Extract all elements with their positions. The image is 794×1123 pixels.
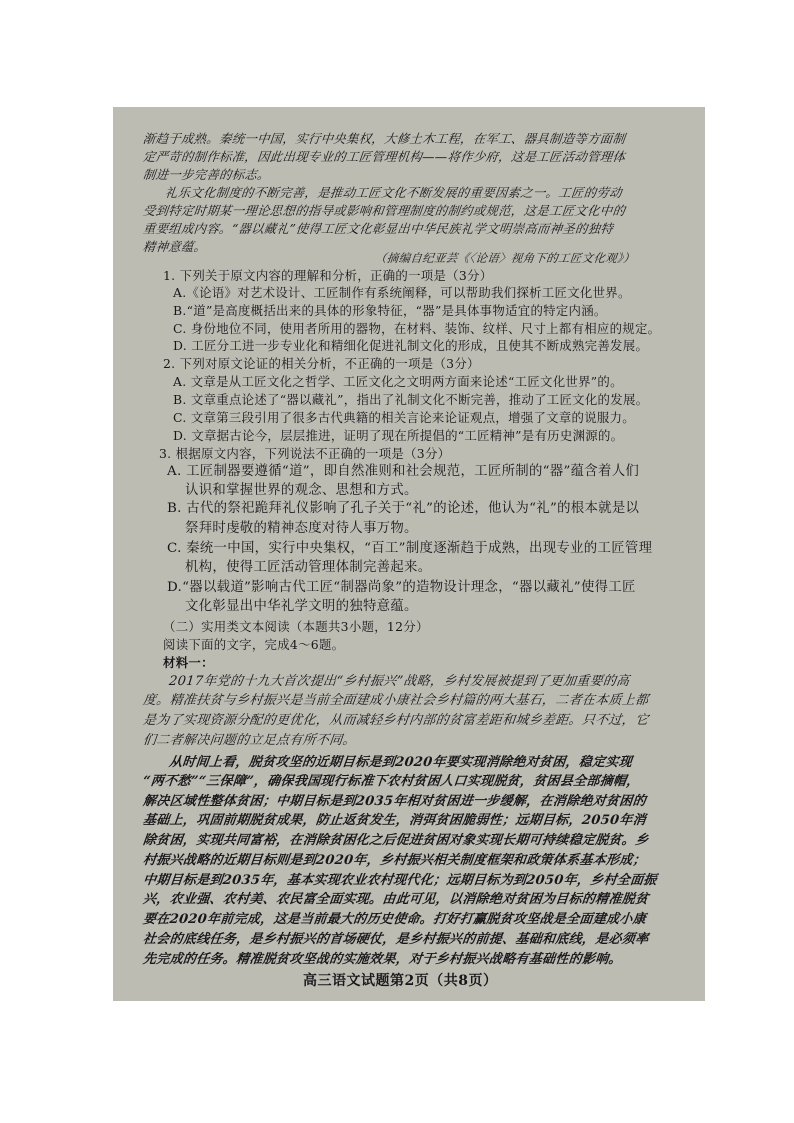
question-2-stem: 2. 下列对原文论证的相关分析，不正确的一项是（3分） — [163, 356, 480, 371]
material-line: 度。精准扶贫与乡村振兴是当前全面建成小康社会乡村篇的两大基石，二者在本质上都 — [142, 693, 650, 708]
material-line: 村振兴战略的近期目标则是到2020年，乡村振兴相关制度框架和政策体系基本形成； — [142, 853, 647, 868]
question-1-option-b: B.“道”是高度概括出来的具体的形象特征，“器”是具体事物适宜的特定内涵。 — [173, 303, 607, 318]
material-line: 2017年党的十九大首次提出“乡村振兴”战略，乡村发展被提到了更加重要的高 — [168, 674, 631, 689]
question-2-option-b: B. 文章重点论述了“器以藏礼”，指出了礼制文化不断完善，推动了工匠文化的发展。 — [173, 392, 649, 407]
question-1-stem: 1. 下列关于原文内容的理解和分析，正确的一项是（3分） — [163, 268, 493, 283]
passage-line: 重要组成内容。“器以藏礼”使得工匠文化彰显出中华民族礼学文明崇高而神圣的独特 — [142, 221, 614, 236]
question-3-option-a-cont: 认识和掌握世界的观念、思想和方式。 — [185, 483, 418, 498]
material-line: 先完成的任务。精准脱贫攻坚战的实施效果，对于乡村振兴战略有基础性的影响。 — [142, 952, 623, 967]
material-line: 中期目标是到2035年，基本实现农业农村现代化；远期目标为到2050年，乡村全面振 — [142, 873, 658, 888]
material-line: 除贫困，实现共同富裕，在消除贫困化之后促进贫困对象实现长期可持续稳定脱贫。乡 — [142, 833, 650, 848]
question-2-option-a: A. 文章是从工匠文化之哲学、工匠文化之文明两方面来论述“工匠文化世界”的。 — [173, 374, 623, 389]
passage-line: 受到特定时期某一理论思想的指导或影响和管理制度的制约或规范，这是工匠文化中的 — [142, 203, 627, 218]
question-2-option-c: C. 文章第三段引用了很多古代典籍的相关言论来论证观点，增强了文章的说服力。 — [173, 410, 635, 425]
material-line: 社会的底线任务，是乡村振兴的首场硬仗，是乡村振兴的前提、基础和底线，是必须率 — [142, 932, 650, 947]
passage-line: 渐趋于成熟。秦统一中国，实行中央集权，大修土木工程，在军工、器具制造等方面制 — [142, 131, 627, 146]
question-1-option-c: C. 身份地位不同，使用者所用的器物，在材料、装饰、纹样、尺寸上都有相应的规定。 — [173, 321, 661, 336]
passage-line: 制进一步完善的标志。 — [142, 167, 271, 182]
question-3-option-b-cont: 祭拜时虔敬的精神态度对待人事万物。 — [185, 521, 418, 536]
passage-line: 定严苛的制作标准，因此出现专业的工匠管理机构——将作少府，这是工匠活动管理体 — [142, 149, 627, 164]
question-3-option-a: A. 工匠制器要遵循“道”，即自然准则和社会规范，工匠所制的“器”蕴含着人们 — [167, 464, 640, 479]
section-instruction: 阅读下面的文字，完成4～6题。 — [163, 637, 345, 652]
page-footer: 高三语文试题第2页（共8页） — [303, 973, 498, 989]
source-citation: （摘编自纪亚芸《〈论语〉视角下的工匠文化观》） — [374, 251, 636, 265]
question-3-option-c: C. 秦统一中国，实行中央集权，“百工”制度逐渐趋于成熟，出现专业的工匠管理 — [167, 541, 653, 556]
question-1-option-d: D. 工匠分工进一步专业化和精细化促进礼制文化的形成，且使其不断成熟完善发展。 — [173, 338, 649, 353]
material-line: 们二者解决问题的立足点有所不同。 — [142, 733, 357, 748]
material-line: 基础上，巩固前期脱贫成果，防止返贫发生，消弭贫困脆弱性；远期目标，2050年消 — [142, 813, 647, 828]
material-label: 材料一： — [163, 655, 214, 670]
material-line: 要在2020年前完成，这是当前最大的历史使命。打好打赢脱贫攻坚战是全面建成小康 — [142, 912, 647, 927]
material-line: 解决区域性整体贫困；中期目标是到2035年相对贫困进一步缓解，在消除绝对贫困的 — [142, 794, 647, 809]
material-line: 兴，农业强、农村美、农民富全面实现。由此可见，以消除绝对贫困为目标的精准脱贫 — [142, 892, 650, 907]
material-line: 是为了实现资源分配的更优化，从而减轻乡村内部的贫富差距和城乡差距。只不过，它 — [142, 713, 650, 728]
question-2-option-d: D. 文章据古论今，层层推进，证明了现在所提倡的“工匠精神”是有历史渊源的。 — [173, 428, 624, 443]
material-line: 从时间上看，脱贫攻坚的近期目标是到2020年要实现消除绝对贫困，稳定实现 — [168, 755, 633, 770]
section-heading: （二）实用类文本阅读（本题共3小题，12分） — [163, 619, 429, 634]
question-3-stem: 3. 根据原文内容，下列说法不正确的一项是（3分） — [159, 446, 451, 461]
question-3-option-b: B. 古代的祭祀跪拜礼仪影响了孔子关于“礼”的论述，他认为“礼”的根本就是以 — [167, 501, 640, 516]
question-3-option-d-cont: 文化彰显出中华礼学文明的独特意蕴。 — [185, 599, 418, 614]
scanned-exam-page — [113, 107, 705, 1001]
material-line: “两不愁”“三保障”，确保我国现行标准下农村贫困人口实现脱贫，贫困县全部摘帽， — [142, 774, 641, 789]
passage-line: 礼乐文化制度的不断完善，是推动工匠文化不断发展的重要因素之一。工匠的劳动 — [164, 185, 623, 200]
question-3-option-c-cont: 机构，使得工匠活动管理体制完善起来。 — [185, 560, 432, 575]
passage-line: 精神意蕴。 — [142, 239, 208, 254]
question-1-option-a: A.《论语》对艺术设计、工匠制作有系统阐释，可以帮助我们探析工匠文化世界。 — [173, 285, 631, 300]
question-3-option-d: D.“器以载道”影响古代工匠“制器尚象”的造物设计理念，“器以藏礼”使得工匠 — [167, 580, 636, 595]
